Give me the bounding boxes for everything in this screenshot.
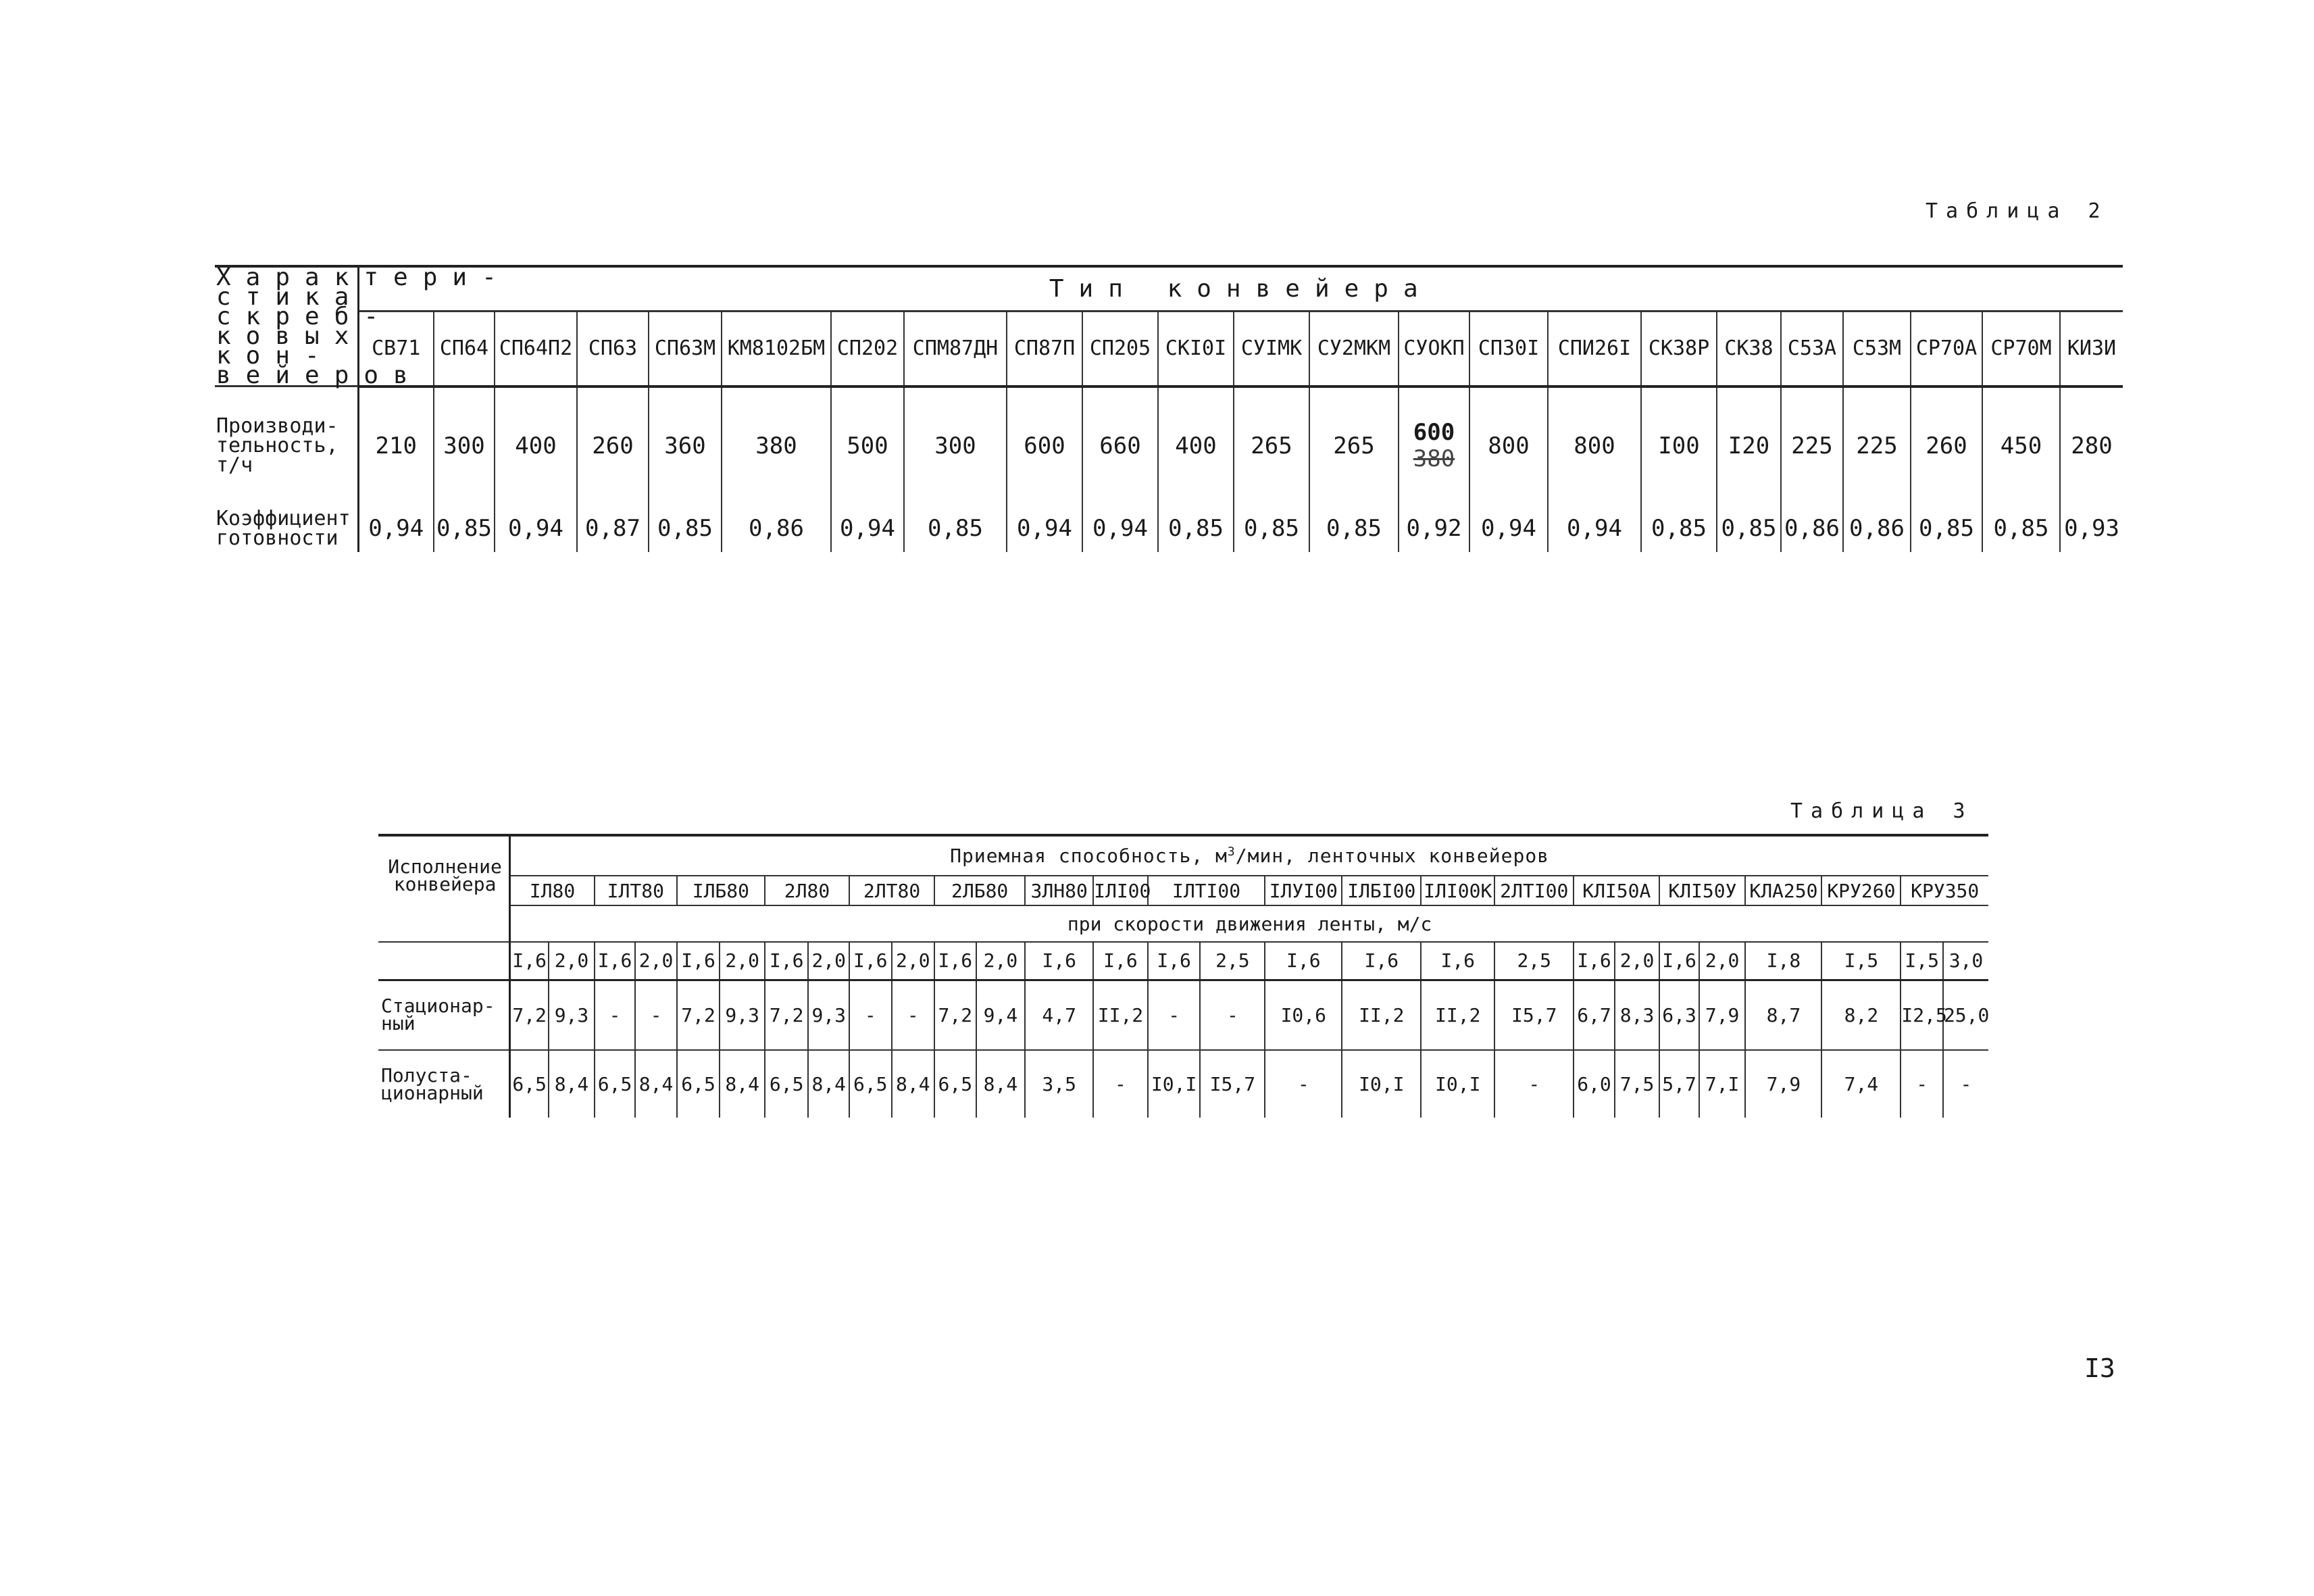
table2-cell: 0,86 — [1781, 505, 1843, 552]
table2-col-header: С53М — [1843, 311, 1911, 386]
table2-cell: 0,93 — [2060, 505, 2123, 552]
table3-speed-cell: I,6 — [1265, 942, 1342, 980]
table3-model-header: КЛА250 — [1745, 876, 1821, 905]
table3-speed-cell: I,6 — [765, 942, 809, 980]
table2-cell: 0,85 — [1911, 505, 1982, 552]
table2-col-header: СУIМК — [1234, 311, 1309, 386]
table3-cell: 4,7 — [1025, 980, 1093, 1050]
table3-cell: 9,4 — [976, 980, 1026, 1050]
table2-col-header: СП202 — [831, 311, 904, 386]
table3-cell: 6,7 — [1574, 980, 1615, 1050]
table3-belt-capacity — [378, 834, 1988, 1118]
table3-cell: 9,3 — [549, 980, 595, 1050]
table3-speed-cell: I,5 — [1901, 942, 1943, 980]
table2-cell: 210 — [358, 386, 434, 505]
table2-cell: 0,94 — [1007, 505, 1082, 552]
table3-speed-cell: I,6 — [1574, 942, 1615, 980]
table2-cell: 500 — [831, 386, 904, 505]
table3-cell: - — [1265, 1050, 1342, 1118]
table3-cell: 6,5 — [677, 1050, 720, 1118]
table3-cell: 8,4 — [976, 1050, 1026, 1118]
table2-col-header: КИЗИ — [2060, 311, 2123, 386]
table3-model-header: 3ЛН80 — [1025, 876, 1093, 905]
table2-group-header: Тип конвейера — [358, 266, 2123, 311]
table3-model-header: IЛУI00 — [1265, 876, 1342, 905]
table3-group-header: Приемная способность, $м^3$/мин, ленточных конвейеров — [510, 835, 1988, 876]
table2-cell: 0,85 — [1158, 505, 1234, 552]
table2-cell: 300 — [434, 386, 495, 505]
table2-col-header: КМ8102БМ — [722, 311, 831, 386]
table3-cell: 8,2 — [1821, 980, 1901, 1050]
table2-cell: 225 — [1843, 386, 1911, 505]
table2-col-header: СП64 — [434, 311, 495, 386]
table2-cell: 0,94 — [831, 505, 904, 552]
table3-cell: 6,5 — [765, 1050, 809, 1118]
table3-cell: 7,9 — [1699, 980, 1746, 1050]
table3-cell: I5,7 — [1494, 980, 1574, 1050]
table3-cell: - — [595, 980, 636, 1050]
table2-col-header: СПМ87ДН — [904, 311, 1007, 386]
table3-speed-cell: I,6 — [677, 942, 720, 980]
table3-speed-cell: 2,0 — [1699, 942, 1746, 980]
table2-col-header: СП205 — [1082, 311, 1158, 386]
table3-cell: 9,3 — [720, 980, 765, 1050]
table2-cell: 0,94 — [1469, 505, 1548, 552]
table2-cell: 0,85 — [1309, 505, 1399, 552]
table3-speed-cell: I,6 — [510, 942, 549, 980]
table3-model-header: 2ЛТI00 — [1494, 876, 1574, 905]
table3-cell: - — [1200, 980, 1265, 1050]
table2-col-header: СК38 — [1717, 311, 1781, 386]
table3-cell: II,2 — [1342, 980, 1421, 1050]
table3-cell: I0,I — [1421, 1050, 1494, 1118]
table3-speed-cell: 2,0 — [635, 942, 677, 980]
table3-cell: 7,2 — [677, 980, 720, 1050]
table3-model-header: IЛБ80 — [677, 876, 765, 905]
table2-conveyor-types — [215, 265, 2123, 552]
table2-col-header: СК38Р — [1641, 311, 1717, 386]
table2-cell: 0,85 — [434, 505, 495, 552]
table3-cell: I0,I — [1342, 1050, 1421, 1118]
table3-cell: - — [1494, 1050, 1574, 1118]
table3-model-header: КРУ260 — [1821, 876, 1901, 905]
table3-cell: 8,4 — [808, 1050, 849, 1118]
table2-cell: 225 — [1781, 386, 1843, 505]
table2-cell: 0,87 — [577, 505, 649, 552]
table3-model-header: КЛI50У — [1659, 876, 1745, 905]
table3-speed-cell: I,6 — [1421, 942, 1494, 980]
table3-speed-cell: 2,0 — [720, 942, 765, 980]
handwritten-correction: 600 — [1413, 419, 1455, 446]
table2-cell: 260 — [1911, 386, 1982, 505]
table2-cell: 260 — [577, 386, 649, 505]
table3-speed-row-label — [378, 942, 510, 980]
table3-model-header: IЛ80 — [510, 876, 595, 905]
table3-model-header: 2ЛБ80 — [934, 876, 1025, 905]
table2-cell: I00 — [1641, 386, 1717, 505]
table3-model-header: IЛТI00 — [1148, 876, 1265, 905]
table2-cell: 280 — [2060, 386, 2123, 505]
table3-model-header: IЛТ80 — [595, 876, 677, 905]
table2-row-header: Характери-стика скреб-ковых кон-вейеров — [216, 264, 511, 389]
table2-col-header: СУОКП — [1399, 311, 1469, 386]
table2-cell: 660 — [1082, 386, 1158, 505]
table2-cell: 600 — [1007, 386, 1082, 505]
table3-cell: I0,6 — [1265, 980, 1342, 1050]
table3-model-header: КРУ350 — [1901, 876, 1988, 905]
table3-row-label-semi-stationary: Полуста-ционарный — [378, 1050, 510, 1118]
table3-cell: 7,2 — [765, 980, 809, 1050]
table2-col-header: СКI0I — [1158, 311, 1234, 386]
page-number: I3 — [2084, 1353, 2115, 1383]
table3-cell: II,2 — [1421, 980, 1494, 1050]
table3-cell: I0,I — [1148, 1050, 1201, 1118]
table3-cell: - — [635, 980, 677, 1050]
table3-row-header: Исполнение конвейера — [378, 835, 510, 942]
table3-cell: 7,2 — [934, 980, 976, 1050]
table2-col-header: СП63М — [649, 311, 722, 386]
table2-col-header: СП87П — [1007, 311, 1082, 386]
table3-cell: - — [1148, 980, 1201, 1050]
table3-cell: - — [849, 980, 892, 1050]
table3-model-header: IЛБI00 — [1342, 876, 1421, 905]
table2-cell-corrected — [1399, 386, 1469, 505]
table2-caption: Таблица 2 — [1926, 199, 2109, 223]
table2-cell: 0,85 — [1234, 505, 1309, 552]
struck-value: 380 — [1413, 445, 1455, 472]
table3-speed-cell: 3,0 — [1943, 942, 1988, 980]
table2-col-header: СП63 — [577, 311, 649, 386]
table3-speed-cell: I,6 — [934, 942, 976, 980]
table3-speed-cell: I,5 — [1821, 942, 1901, 980]
table2-cell: 400 — [1158, 386, 1234, 505]
table3-cell: 6,5 — [510, 1050, 549, 1118]
table3-cell: 8,3 — [1615, 980, 1660, 1050]
table3-cell: 6,5 — [849, 1050, 892, 1118]
table2-cell: 0,85 — [1641, 505, 1717, 552]
table3-cell: - — [1943, 1050, 1988, 1118]
table2-cell: 0,85 — [1717, 505, 1781, 552]
table3-speed-cell: 2,5 — [1200, 942, 1265, 980]
table3-caption: Таблица 3 — [1790, 799, 1973, 823]
table2-cell: I20 — [1717, 386, 1781, 505]
table2-cell: 0,86 — [1843, 505, 1911, 552]
table2-cell: 0,94 — [495, 505, 577, 552]
table3-model-header: IЛI00 — [1093, 876, 1148, 905]
table3-cell: 8,4 — [635, 1050, 677, 1118]
table2-cell: 0,85 — [904, 505, 1007, 552]
table3-cell: 6,5 — [934, 1050, 976, 1118]
table3-cell: - — [892, 980, 935, 1050]
table3-cell: 8,7 — [1745, 980, 1821, 1050]
table3-speed-cell: I,6 — [1025, 942, 1093, 980]
table3-cell: - — [1093, 1050, 1148, 1118]
table2-col-header: СП64П2 — [495, 311, 577, 386]
table2-cell: 380 — [722, 386, 831, 505]
table3-cell: 6,3 — [1659, 980, 1699, 1050]
table3-cell: II,2 — [1093, 980, 1148, 1050]
table3-speed-cell: I,6 — [1659, 942, 1699, 980]
table3-speed-cell: 2,0 — [892, 942, 935, 980]
table2-row-label-readiness: Коэффициент готовности — [215, 505, 358, 552]
table2-cell: 0,85 — [649, 505, 722, 552]
table3-cell: 7,4 — [1821, 1050, 1901, 1118]
table2-cell: 265 — [1309, 386, 1399, 505]
table3-model-header: КЛI50А — [1574, 876, 1659, 905]
table3-cell: 7,9 — [1745, 1050, 1821, 1118]
table2-cell: 800 — [1469, 386, 1548, 505]
table3-speed-cell: 2,0 — [808, 942, 849, 980]
table2-row-label-productivity: Производи-тельность, т/ч — [215, 386, 358, 505]
table3-cell: I2,5 — [1901, 980, 1943, 1050]
table2-col-header: СПИ26I — [1548, 311, 1641, 386]
table3-speed-cell: I,6 — [1342, 942, 1421, 980]
table3-cell: 7,2 — [510, 980, 549, 1050]
table2-col-header: СП30I — [1469, 311, 1548, 386]
table3-cell: 6,0 — [1574, 1050, 1615, 1118]
table3-row-label-stationary: Стационар-ный — [378, 980, 510, 1050]
table2-cell: 360 — [649, 386, 722, 505]
table3-cell: 6,5 — [595, 1050, 636, 1118]
table3-speed-cell: 2,0 — [1615, 942, 1660, 980]
table2-cell: 450 — [1982, 386, 2060, 505]
table2-cell: 800 — [1548, 386, 1641, 505]
table3-speed-cell: I,6 — [595, 942, 636, 980]
table2-cell: 0,94 — [358, 505, 434, 552]
table3-cell: 25,0 — [1943, 980, 1988, 1050]
table2-col-header: СВ71 — [358, 311, 434, 386]
table2-cell: 0,85 — [1982, 505, 2060, 552]
table3-cell: 5,7 — [1659, 1050, 1699, 1118]
table2-col-header: СУ2МКМ — [1309, 311, 1399, 386]
table3-speed-cell: 2,0 — [976, 942, 1026, 980]
table2-cell: 265 — [1234, 386, 1309, 505]
table3-speed-cell: I,6 — [1148, 942, 1201, 980]
table2-col-header: С53А — [1781, 311, 1843, 386]
table2-cell: 400 — [495, 386, 577, 505]
table3-speed-header: при скорости движения ленты, м/с — [510, 905, 1988, 942]
table2-cell: 0,94 — [1082, 505, 1158, 552]
table2-cell: 0,86 — [722, 505, 831, 552]
table3-cell: 7,5 — [1615, 1050, 1660, 1118]
table3-cell: 3,5 — [1025, 1050, 1093, 1118]
table3-cell: 8,4 — [549, 1050, 595, 1118]
table3-cell: - — [1901, 1050, 1943, 1118]
table2-col-header: СР70А — [1911, 311, 1982, 386]
table2-cell: 300 — [904, 386, 1007, 505]
table3-speed-cell: I,6 — [849, 942, 892, 980]
table3-speed-cell: I,6 — [1093, 942, 1148, 980]
table2-cell: 0,94 — [1548, 505, 1641, 552]
table3-cell: I5,7 — [1200, 1050, 1265, 1118]
table2-cell: 0,92 — [1399, 505, 1469, 552]
table3-speed-cell: 2,5 — [1494, 942, 1574, 980]
table3-cell: 8,4 — [720, 1050, 765, 1118]
table3-speed-cell: I,8 — [1745, 942, 1821, 980]
table3-cell: 8,4 — [892, 1050, 935, 1118]
table3-cell: 7,I — [1699, 1050, 1746, 1118]
table3-cell: 9,3 — [808, 980, 849, 1050]
table3-model-header: 2ЛТ80 — [849, 876, 934, 905]
table3-speed-cell: 2,0 — [549, 942, 595, 980]
table3-model-header: IЛI00К — [1421, 876, 1494, 905]
table2-col-header: СР70М — [1982, 311, 2060, 386]
table3-model-header: 2Л80 — [765, 876, 849, 905]
